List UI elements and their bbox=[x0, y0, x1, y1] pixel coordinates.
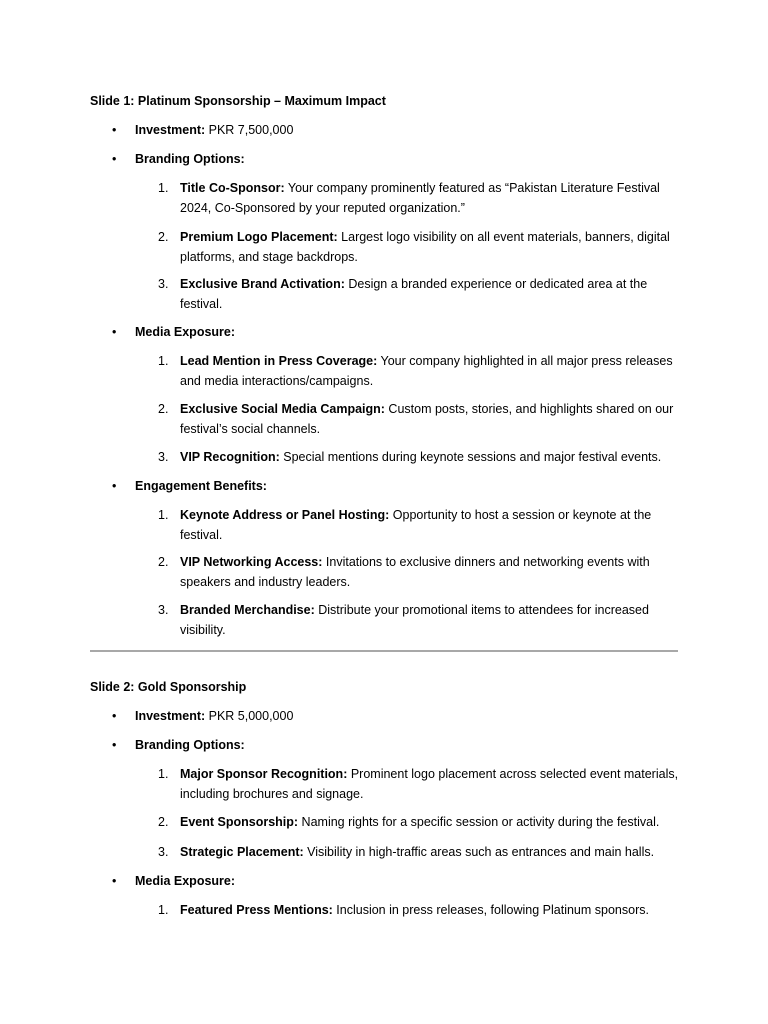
slide-1-engagement-heading: Engagement Benefits: bbox=[135, 479, 267, 493]
list-item bbox=[180, 228, 680, 267]
item-label: Exclusive Brand Activation: bbox=[180, 277, 345, 291]
item-text: Naming rights for a specific session or activity during the festival. bbox=[298, 815, 660, 829]
investment-value: PKR 5,000,000 bbox=[205, 709, 294, 723]
list-item bbox=[180, 813, 680, 833]
list-number: 1. bbox=[158, 767, 169, 781]
item-label: VIP Networking Access: bbox=[180, 555, 323, 569]
item-label: Major Sponsor Recognition: bbox=[180, 767, 348, 781]
list-number: 3. bbox=[158, 603, 169, 617]
horizontal-rule bbox=[90, 650, 678, 652]
list-number: 1. bbox=[158, 181, 169, 195]
item-text: Design a branded experience or dedicated area at the festival. bbox=[180, 277, 648, 311]
item-text: Inclusion in press releases, following Platinum sponsors. bbox=[332, 903, 649, 917]
bullet-icon: • bbox=[112, 709, 117, 723]
bullet-icon: • bbox=[112, 152, 117, 166]
list-number: 2. bbox=[158, 815, 169, 829]
item-label: Premium Logo Placement: bbox=[180, 230, 338, 244]
list-item bbox=[180, 553, 680, 592]
bullet-icon: • bbox=[112, 479, 117, 493]
item-label: Title Co-Sponsor: bbox=[180, 181, 285, 195]
list-number: 3. bbox=[158, 450, 169, 464]
list-number: 1. bbox=[158, 508, 169, 522]
list-number: 3. bbox=[158, 845, 169, 859]
item-text: Distribute your promotional items to attendees for increased visibility. bbox=[180, 603, 649, 637]
slide-2-branding-heading: Branding Options: bbox=[135, 738, 245, 752]
item-text: Opportunity to host a session or keynote at the festival. bbox=[180, 508, 652, 542]
list-item bbox=[180, 843, 680, 863]
item-text: Custom posts, stories, and highlights shared on our festival’s social channels. bbox=[180, 402, 674, 436]
list-item bbox=[180, 765, 680, 804]
item-label: Strategic Placement: bbox=[180, 845, 304, 859]
list-number: 1. bbox=[158, 354, 169, 368]
list-number: 1. bbox=[158, 903, 169, 917]
item-text: Special mentions during keynote sessions and major festival events. bbox=[279, 450, 662, 464]
item-text: Visibility in high-traffic areas such as entrances and main halls. bbox=[303, 845, 655, 859]
item-label: Keynote Address or Panel Hosting: bbox=[180, 508, 390, 522]
list-item bbox=[180, 506, 680, 545]
item-text: Your company highlighted in all major press releases and media interactions/campaigns. bbox=[180, 354, 673, 388]
item-text: Prominent logo placement across selected event materials, including brochures and signage. bbox=[180, 767, 679, 801]
slide-1-branding-heading: Branding Options: bbox=[135, 152, 245, 166]
list-item bbox=[180, 275, 680, 314]
item-label: Branded Merchandise: bbox=[180, 603, 315, 617]
item-text: Largest logo visibility on all event materials, banners, digital platforms, and stage backdrops. bbox=[180, 230, 670, 264]
bullet-icon: • bbox=[112, 738, 117, 752]
item-label: Exclusive Social Media Campaign: bbox=[180, 402, 385, 416]
slide-1-title: Slide 1: Platinum Sponsorship – Maximum Impact bbox=[90, 94, 386, 108]
bullet-icon: • bbox=[112, 325, 117, 339]
item-text: Invitations to exclusive dinners and networking events with speakers and industry leaders. bbox=[180, 555, 650, 589]
list-item bbox=[180, 448, 680, 468]
item-label: VIP Recognition: bbox=[180, 450, 280, 464]
bullet-icon: • bbox=[112, 123, 117, 137]
slide-2-investment bbox=[135, 707, 680, 726]
list-item bbox=[180, 352, 680, 391]
list-number: 2. bbox=[158, 402, 169, 416]
slide-2-media-heading: Media Exposure: bbox=[135, 874, 236, 888]
item-label: Featured Press Mentions: bbox=[180, 903, 333, 917]
list-item bbox=[180, 179, 680, 218]
slide-1-media-heading: Media Exposure: bbox=[135, 325, 236, 339]
bullet-icon: • bbox=[112, 874, 117, 888]
list-item bbox=[180, 400, 680, 439]
list-number: 3. bbox=[158, 277, 169, 291]
slide-2-title: Slide 2: Gold Sponsorship bbox=[90, 680, 247, 694]
list-item bbox=[180, 901, 680, 921]
item-text: Your company prominently featured as “Pakistan Literature Festival 2024, Co-Sponsored by your reputed organization.” bbox=[180, 181, 660, 215]
investment-value: PKR 7,500,000 bbox=[205, 123, 294, 137]
item-label: Lead Mention in Press Coverage: bbox=[180, 354, 378, 368]
list-item bbox=[180, 601, 680, 640]
investment-label: Investment: bbox=[135, 123, 206, 137]
slide-1-investment bbox=[135, 121, 680, 140]
list-number: 2. bbox=[158, 555, 169, 569]
investment-label: Investment: bbox=[135, 709, 206, 723]
list-number: 2. bbox=[158, 230, 169, 244]
item-label: Event Sponsorship: bbox=[180, 815, 299, 829]
